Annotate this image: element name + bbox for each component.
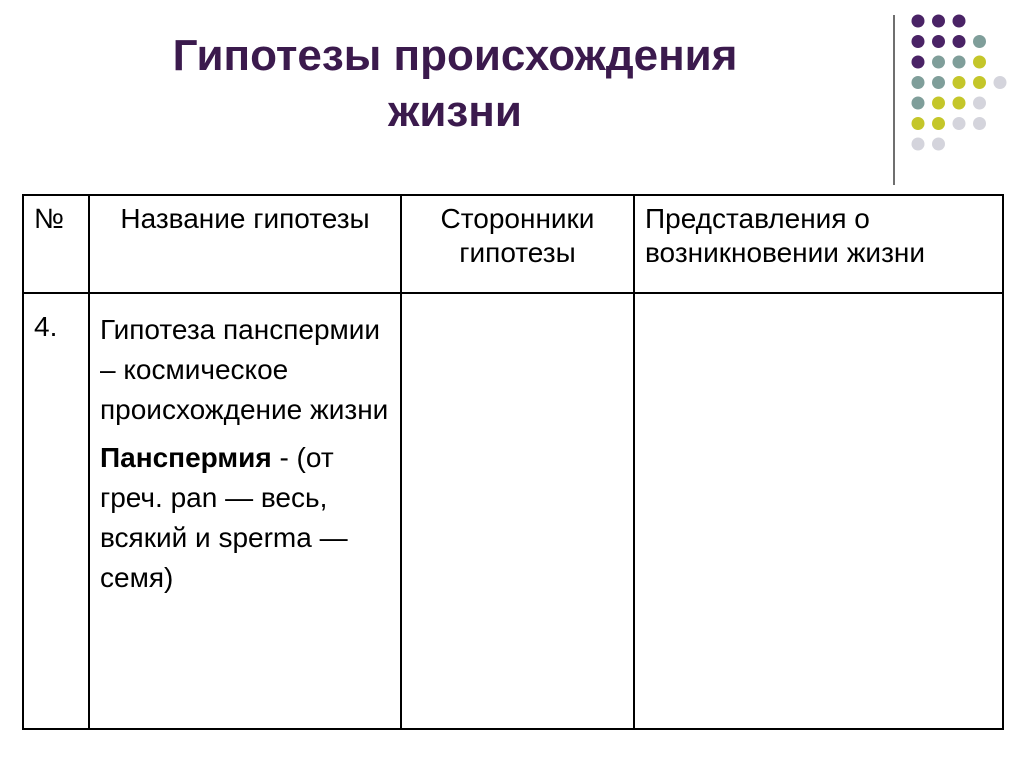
decorative-dot	[973, 97, 986, 110]
decorative-dot	[994, 76, 1007, 89]
decorative-dot	[953, 15, 966, 28]
slide-title	[60, 28, 850, 140]
decorative-dot	[973, 117, 986, 130]
header-ideas: Представления о возникновении жизни	[634, 195, 1003, 293]
decorative-dot	[912, 56, 925, 69]
decorative-dot	[912, 97, 925, 110]
decorative-dot	[932, 138, 945, 151]
hypotheses-table	[22, 194, 1004, 730]
decorative-dot	[932, 56, 945, 69]
decorative-dot	[953, 117, 966, 130]
decorative-dot	[932, 76, 945, 89]
decorative-dot	[912, 15, 925, 28]
row-num: 4.	[23, 293, 89, 729]
row-name-cell	[89, 293, 401, 729]
title-line-1: Гипотезы происхождения	[172, 31, 738, 80]
definition-term: Панспермия	[100, 442, 272, 473]
decorative-dot	[932, 117, 945, 130]
decorative-dot	[932, 97, 945, 110]
header-supporters: Сторонники гипотезы	[401, 195, 634, 293]
decorative-dot	[953, 56, 966, 69]
decorative-dot	[973, 56, 986, 69]
hypothesis-name: Гипотеза панспермии – космическое происхождение жизни	[100, 314, 389, 425]
decorative-dot	[953, 76, 966, 89]
decorative-dot	[912, 35, 925, 48]
table-row	[23, 293, 1003, 729]
row-supporters	[401, 293, 634, 729]
decorative-dot	[953, 35, 966, 48]
decorative-dot	[973, 35, 986, 48]
decorative-divider	[893, 15, 895, 185]
decorative-dot	[973, 76, 986, 89]
title-line-2: жизни	[388, 87, 522, 136]
header-num: №	[23, 195, 89, 293]
table-header-row	[23, 195, 1003, 293]
decorative-dot	[932, 15, 945, 28]
decorative-dot	[912, 117, 925, 130]
decorative-dot	[953, 97, 966, 110]
decorative-dot	[912, 138, 925, 151]
row-ideas	[634, 293, 1003, 729]
definition-text: - (от греч. pan — весь, всякий и sperma — семя)	[100, 442, 348, 593]
definition	[100, 438, 390, 598]
decorative-dots	[910, 13, 1020, 163]
header-name: Название гипотезы	[89, 195, 401, 293]
decorative-dot	[932, 35, 945, 48]
decorative-dot	[912, 76, 925, 89]
